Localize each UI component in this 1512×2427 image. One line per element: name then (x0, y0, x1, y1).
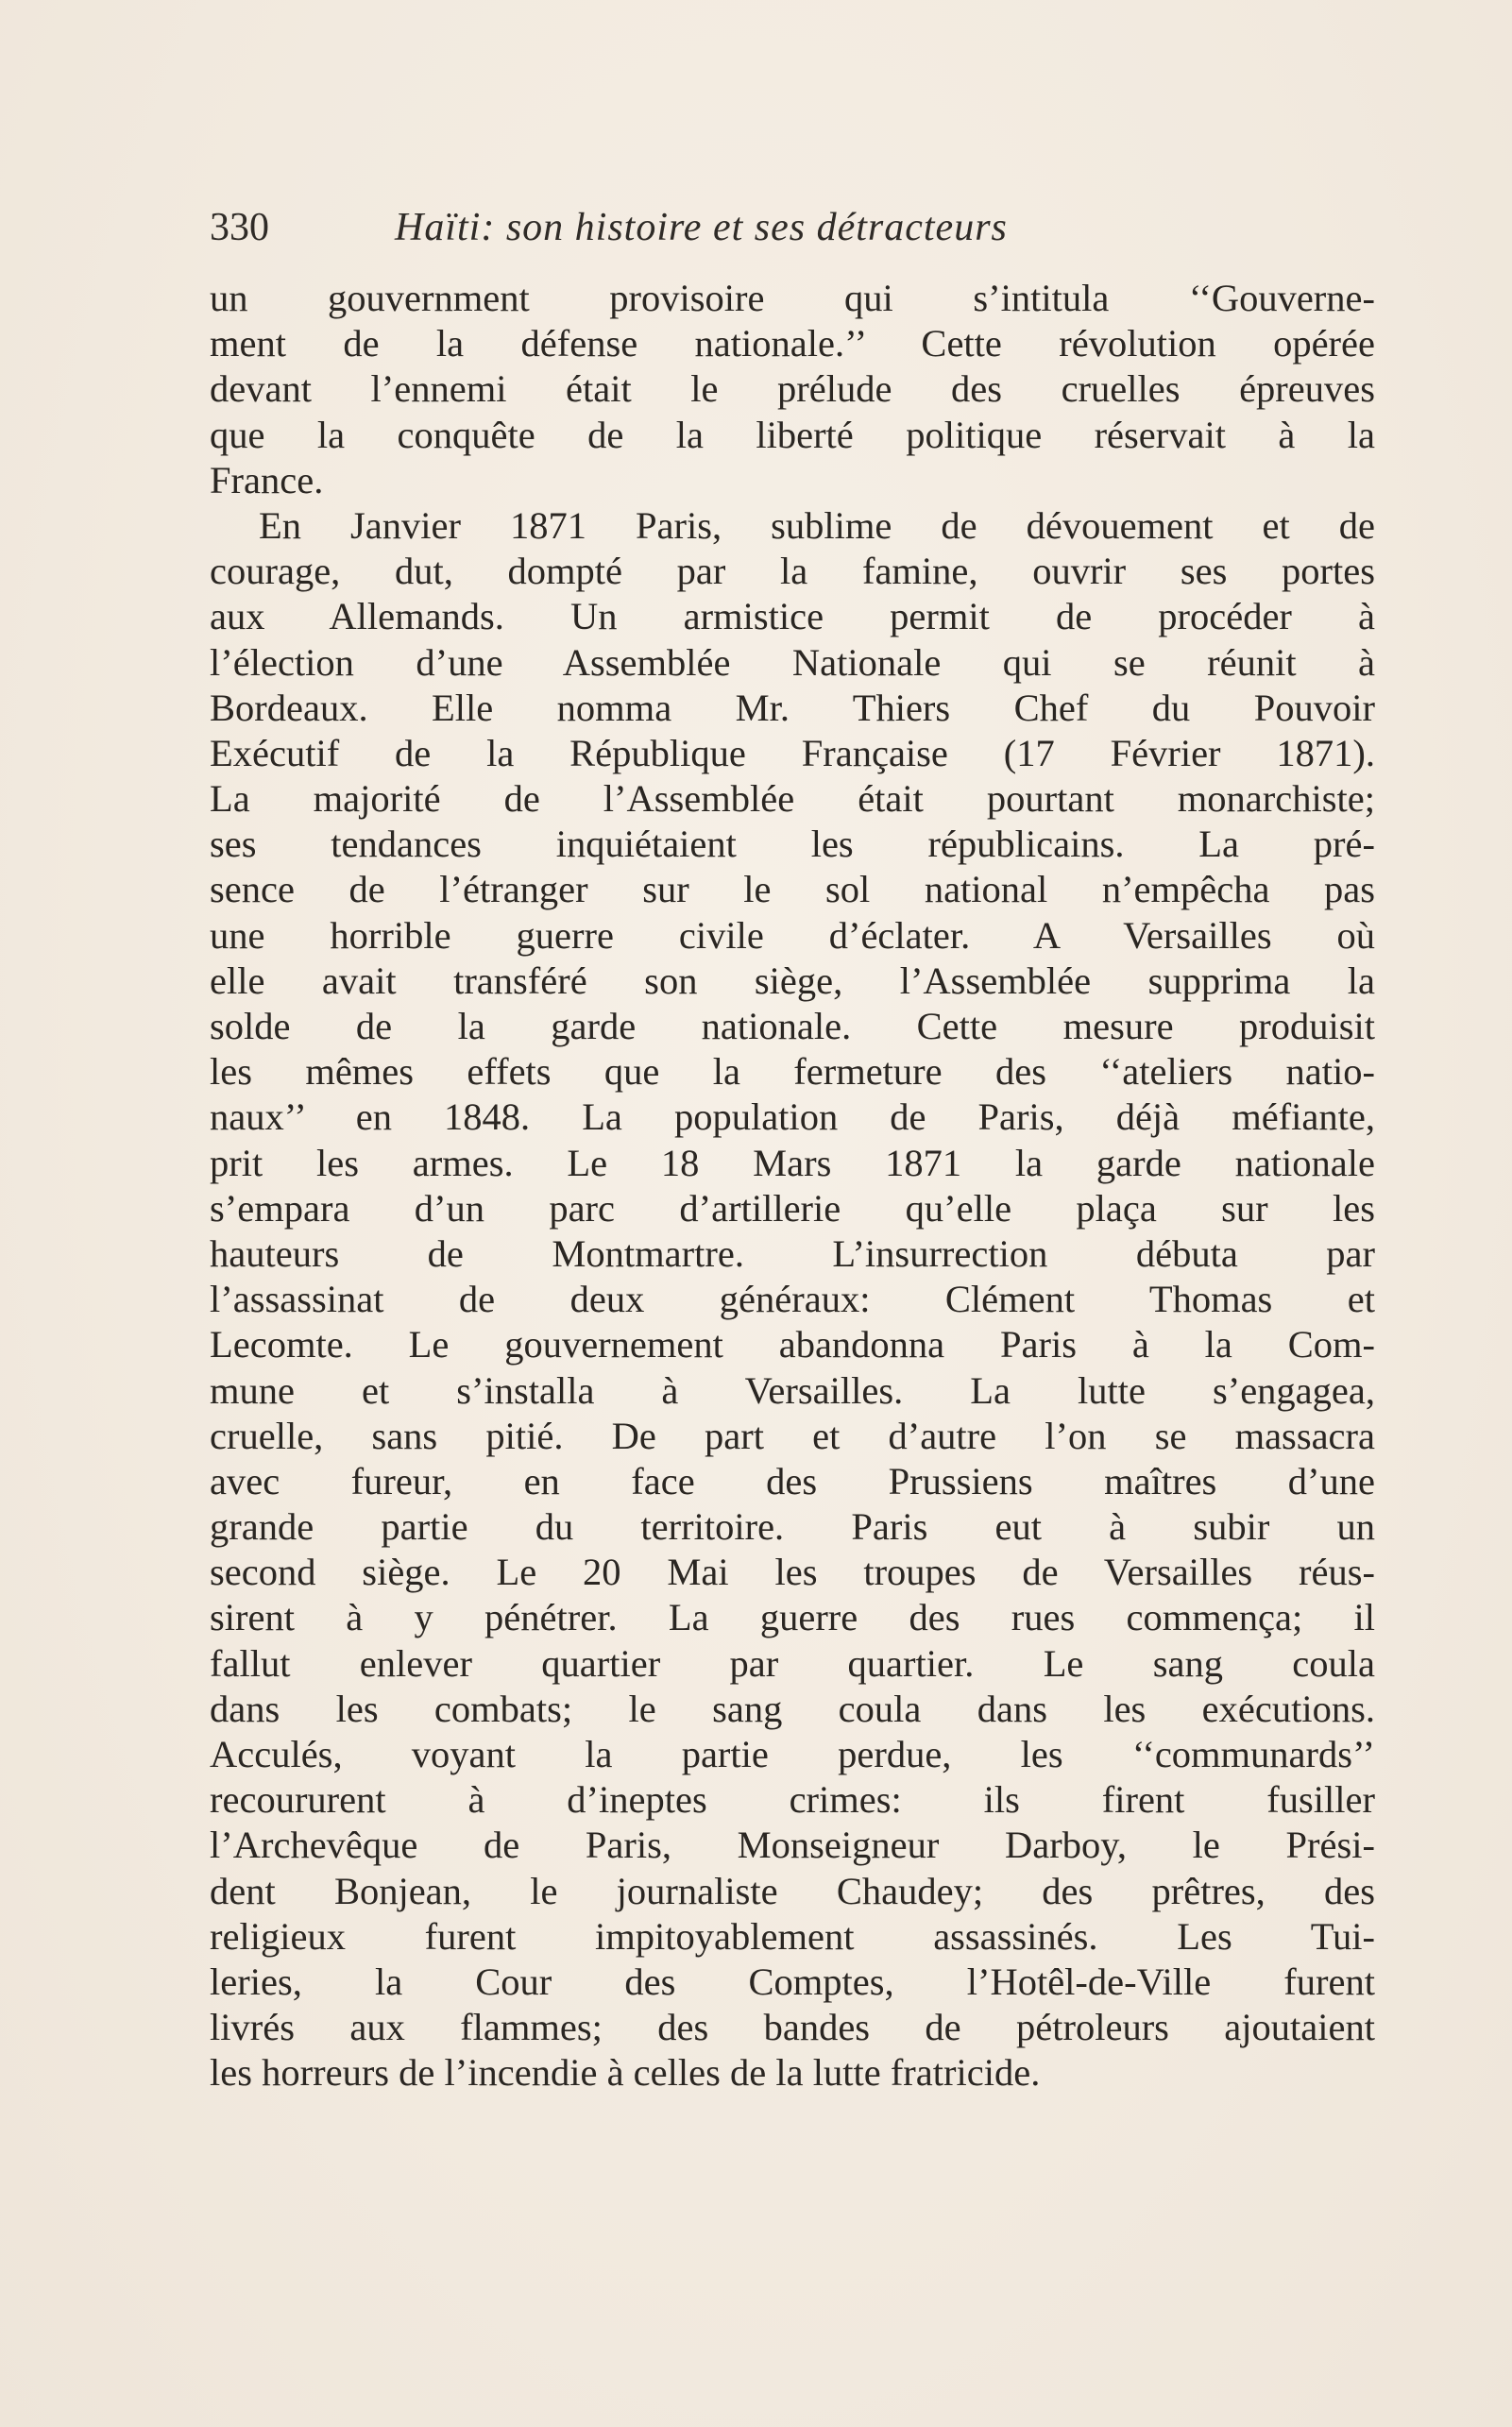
text-line: ses tendances inquiétaient les républicains. La pré- (210, 823, 1375, 866)
page-number: 330 (210, 206, 269, 249)
text-line: l’élection d’une Assemblée Nationale qui se réunit à (210, 640, 1375, 684)
text-line: mune et s’installa à Versailles. La lutte s’engagea, (210, 1368, 1375, 1412)
text-line: grande partie du territoire. Paris eut à subir un (210, 1505, 1375, 1549)
text-line: que la conquête de la liberté politique réservait à la (210, 413, 1375, 456)
text-line: les mêmes effets que la fermeture des ‘‘ateliers natio- (210, 1050, 1375, 1094)
body-text (210, 276, 1375, 2096)
text-line: dent Bonjean, le journaliste Chaudey; des prêtres, des (210, 1869, 1375, 1912)
text-line: naux’’ en 1848. La population de Paris, déjà méfiante, (210, 1095, 1375, 1139)
text-line: sirent à y pénétrer. La guerre des rues commença; il (210, 1596, 1375, 1639)
text-line: les horreurs de l’incendie à celles de la lutte fratricide. (210, 2051, 1041, 2095)
text-line: En Janvier 1871 Paris, sublime de dévouement et de (259, 503, 1375, 547)
text-line: livrés aux flammes; des bandes de pétroleurs ajoutaient (210, 2006, 1375, 2049)
text-line: religieux furent impitoyablement assassinés. Les Tui- (210, 1914, 1375, 1958)
text-line: leries, la Cour des Comptes, l’Hotêl-de-Ville furent (210, 1960, 1375, 2003)
text-line: recoururent à d’ineptes crimes: ils firent fusiller (210, 1778, 1375, 1822)
text-line: prit les armes. Le 18 Mars 1871 la garde nationale (210, 1141, 1375, 1184)
text-line: second siège. Le 20 Mai les troupes de Versailles réus- (210, 1551, 1375, 1594)
text-line: France. (210, 458, 324, 501)
text-line: La majorité de l’Assemblée était pourtant monarchiste; (210, 777, 1375, 821)
text-line: l’Archevêque de Paris, Monseigneur Darboy, le Prési- (210, 1824, 1375, 1867)
text-line: hauteurs de Montmartre. L’insurrection débuta par (210, 1231, 1375, 1275)
text-line: aux Allemands. Un armistice permit de procéder à (210, 595, 1375, 638)
text-line: courage, dut, dompté par la famine, ouvrir ses portes (210, 550, 1375, 593)
text-line: elle avait transféré son siège, l’Assemblée supprima la (210, 959, 1375, 1002)
text-line: Bordeaux. Elle nomma Mr. Thiers Chef du Pouvoir (210, 686, 1375, 729)
page-header (210, 201, 1305, 254)
text-line: dans les combats; le sang coula dans les exécutions. (210, 1687, 1375, 1730)
text-line: avec fureur, en face des Prussiens maîtres d’une (210, 1459, 1375, 1502)
running-title: Haïti: son histoire et ses détracteurs (395, 206, 1008, 249)
text-line: fallut enlever quartier par quartier. Le sang coula (210, 1641, 1375, 1685)
text-line: s’empara d’un parc d’artillerie qu’elle plaça sur les (210, 1186, 1375, 1230)
text-line: ment de la défense nationale.’’ Cette révolution opérée (210, 322, 1375, 365)
text-line: Acculés, voyant la partie perdue, les ‘‘communards’’ (210, 1733, 1375, 1775)
text-line: Exécutif de la République Française (17 Février 1871). (210, 731, 1375, 774)
text-line: une horrible guerre civile d’éclater. A Versailles où (210, 913, 1375, 957)
text-line: l’assassinat de deux généraux: Clément Thomas et (210, 1278, 1375, 1321)
text-line: cruelle, sans pitié. De part et d’autre l’on se massacra (210, 1414, 1375, 1457)
text-line: solde de la garde nationale. Cette mesure produisit (210, 1005, 1375, 1047)
text-line: un gouvernment provisoire qui s’intitula ‘‘Gouverne- (210, 277, 1375, 319)
text-line: Lecomte. Le gouvernement abandonna Paris à la Com- (210, 1323, 1375, 1366)
text-line: devant l’ennemi était le prélude des cruelles épreuves (210, 367, 1375, 411)
text-line: sence de l’étranger sur le sol national n’empêcha pas (210, 868, 1375, 911)
